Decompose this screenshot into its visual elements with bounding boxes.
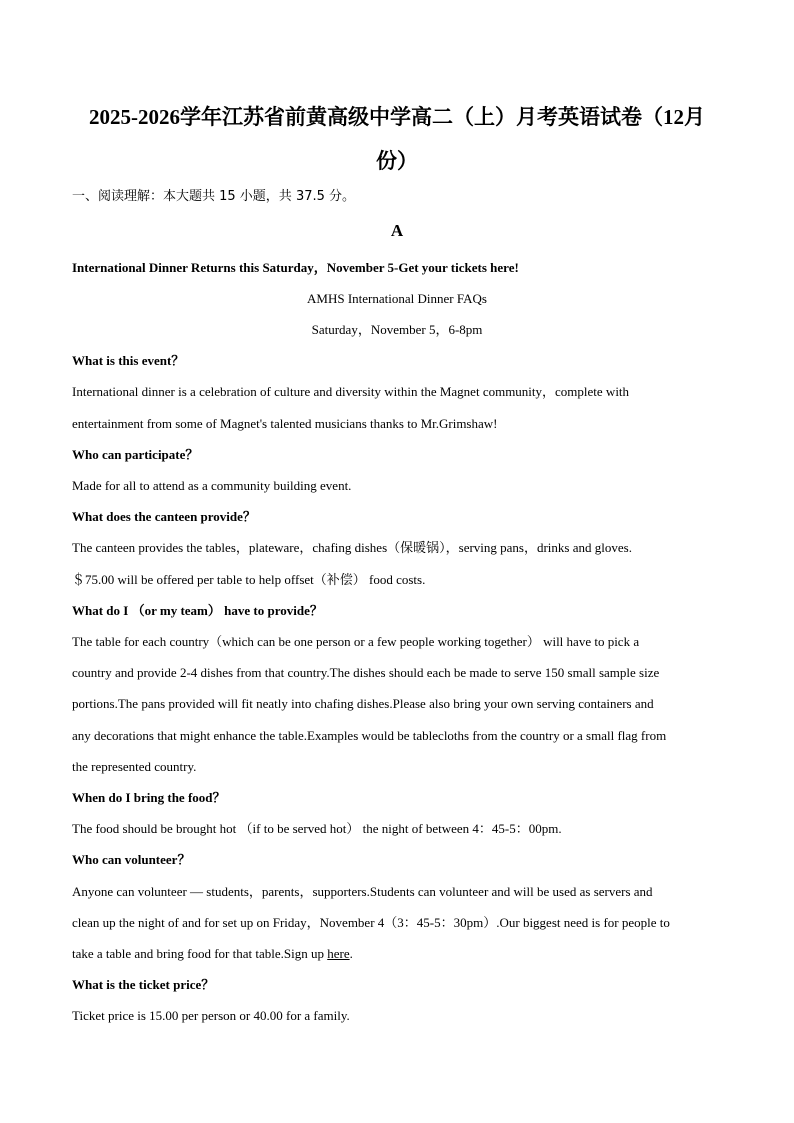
answer-line: entertainment from some of Magnet's talented musicians thanks to Mr.Grimshaw! — [72, 416, 498, 431]
answer-line: any decorations that might enhance the table.Examples would be tablecloths from the country or a small flag from — [72, 728, 667, 743]
answer-line: The food should be brought hot （if to be served hot） the night of between 4：45-5：00pm. — [72, 821, 562, 836]
answer-line — [72, 945, 732, 963]
answer-text: . — [349, 946, 353, 961]
answer-line: country and provide 2-4 dishes from that country.The dishes should each be made to serve 150 small sample size — [72, 665, 660, 680]
passage-letter: A — [390, 221, 404, 240]
answer-line: ＄75.00 will be offered per table to help offset（补偿） food costs. — [72, 572, 426, 587]
answer-text: take a table and bring food for that table.Sign up — [72, 946, 328, 961]
answer-line: Anyone can volunteer — students，parents，supporters.Students can volunteer and will be used as servers and — [72, 884, 653, 899]
question-heading-1: What is this event？ — [72, 353, 185, 368]
question-heading-3: What does the canteen provide？ — [72, 509, 256, 524]
exam-title-line-2: 份） — [376, 149, 418, 173]
exam-title — [60, 95, 734, 183]
question-heading-5: When do I bring the food？ — [72, 790, 226, 805]
question-heading-2: Who can participate？ — [72, 447, 199, 462]
answer-line: Made for all to attend as a community building event. — [72, 478, 352, 493]
answer-line: The table for each country（which can be one person or a few people working together） will have to pick a — [72, 634, 640, 649]
passage-subtitle: AMHS International Dinner FAQs — [307, 291, 487, 306]
question-heading-4: What do I （or my team） have to provide？ — [72, 603, 323, 618]
exam-title-line-1: 2025-2026学年江苏省前黄高级中学高二（上）月考英语试卷（12月 — [89, 105, 705, 129]
answer-line: clean up the night of and for set up on Friday，November 4（3：45-5：30pm）.Our biggest need is for people to — [72, 915, 670, 930]
answer-line: portions.The pans provided will fit neatly into chafing dishes.Please also bring your own serving containers and — [72, 696, 654, 711]
passage-date: Saturday，November 5，6-8pm — [311, 322, 483, 337]
answer-line: The canteen provides the tables，plateware，chafing dishes（保暖锅），serving pans，drinks and gloves. — [72, 540, 632, 555]
answer-line: International dinner is a celebration of culture and diversity within the Magnet community，complete with — [72, 384, 630, 399]
question-heading-6: Who can volunteer？ — [72, 852, 191, 867]
section-heading: 一、阅读理解：本大题共 15 小题，共 37.5 分。 — [72, 189, 356, 204]
sign-up-link[interactable]: here — [327, 946, 350, 961]
answer-line: the represented country. — [72, 759, 197, 774]
question-heading-7: What is the ticket price？ — [72, 977, 215, 992]
passage-headline: International Dinner Returns this Saturday，November 5-Get your tickets here! — [72, 260, 519, 275]
answer-line: Ticket price is 15.00 per person or 40.00 for a family. — [72, 1008, 350, 1023]
